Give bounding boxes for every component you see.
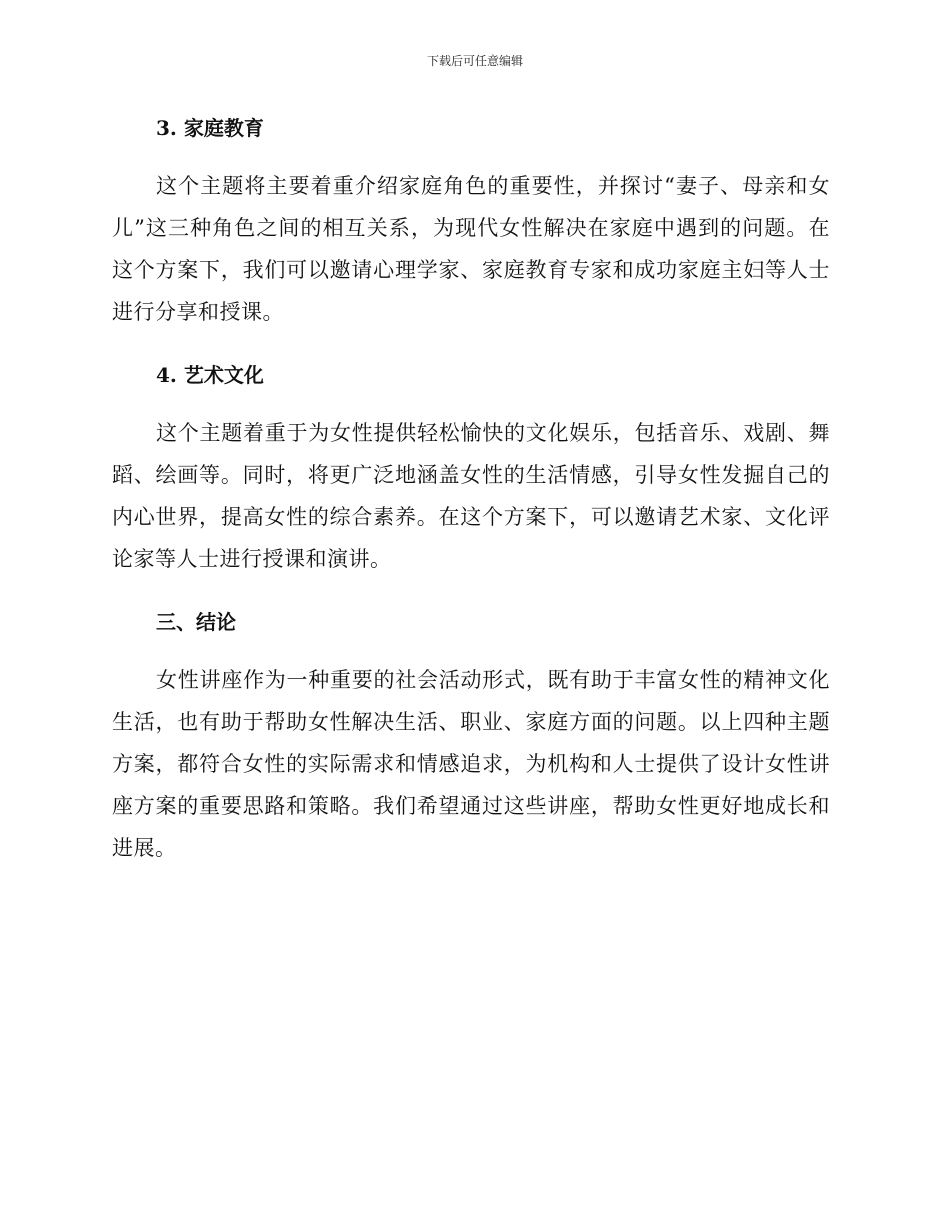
section-heading-art-culture: 4. 艺术文化 <box>156 363 264 387</box>
page-header: 下载后可任意编辑 <box>426 54 523 68</box>
section-paragraph-conclusion: 女性讲座作为一种重要的社会活动形式，既有助于丰富女性的精神文化生活，也有助于帮助女性解决生活、职业、家庭方面的问题。以上四种主题方案，都符合女性的实际需求和情感追求，为机构和人士提供了设计女性讲座方案的重要思路和策略。我们希望通过这些讲座，帮助女性更好地成长和进展。 <box>112 668 830 860</box>
section-paragraph-family-education: 这个主题将主要着重介绍家庭角色的重要性，并探讨“妻子、母亲和女儿”这三种角色之间的相互关系，为现代女性解决在家庭中遇到的问题。在这个方案下，我们可以邀请心理学家、家庭教育专家和成功家庭主妇等人士进行分享和授课。 <box>112 174 830 324</box>
section-paragraph-art-culture: 这个主题着重于为女性提供轻松愉快的文化娱乐，包括音乐、戏剧、舞蹈、绘画等。同时，将更广泛地涵盖女性的生活情感，引导女性发掘自己的内心世界，提高女性的综合素养。在这个方案下，可以邀请艺术家、文化评论家等人士进行授课和演讲。 <box>112 421 830 571</box>
section-heading-family-education: 3. 家庭教育 <box>156 116 264 140</box>
document-body <box>112 110 830 869</box>
section-heading-conclusion: 三、结论 <box>156 610 236 634</box>
